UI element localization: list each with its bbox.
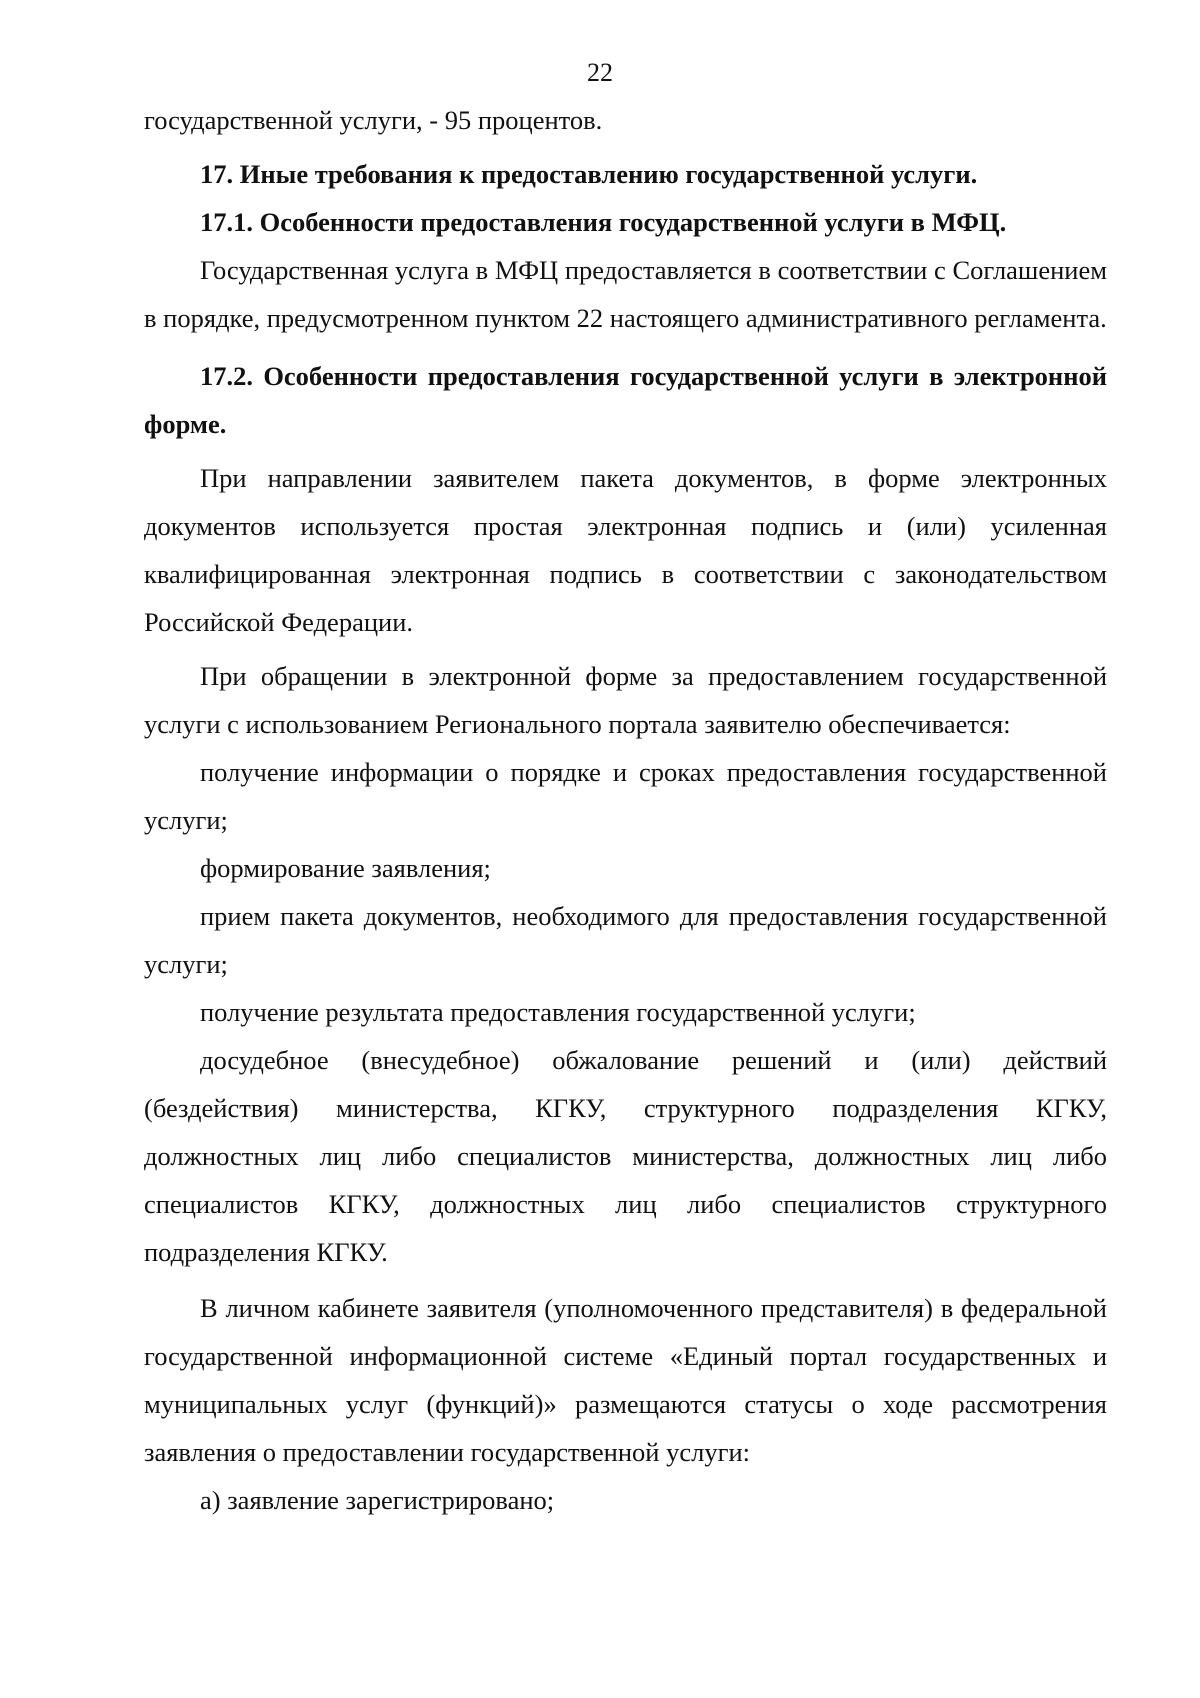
list-item-information: получение информации о порядке и сроках предоставления государственной услуги; [144, 757, 1107, 835]
section-heading-17-2: 17.2. Особенности предоставления государственной услуги в электронной форме. [144, 361, 1107, 439]
paragraph-personal-account: В личном кабинете заявителя (уполномоченного представителя) в федеральной государственной информационной системе «Единый портал государственных и муниципальных услуг (функций)» размещаются статусы о ходе рассмотрения заявления о предоставлении государственной услуги: [144, 1293, 1107, 1467]
paragraph-electronic-signature: При направлении заявителем пакета документов, в форме электронных документов используется простая электронная подпись и (или) усиленная квалифицированная электронная подпись в соответствии с законодательством Российской Федерации. [144, 463, 1107, 637]
status-item-registered: а) заявление зарегистрировано; [200, 1485, 555, 1515]
list-item-documents: прием пакета документов, необходимого для предоставления государственной услуги; [144, 901, 1107, 979]
paragraph-continuation: государственной услуги, - 95 процентов. [144, 105, 603, 135]
section-heading-17: 17. Иные требования к предоставлению государственной услуги. [200, 159, 978, 189]
list-item-appeal: досудебное (внесудебное) обжалование решений и (или) действий (бездействия) министерства, КГКУ, структурного подразделения КГКУ, должностных лиц либо специалистов министерства, должностных лиц либо специалистов КГКУ, должностных лиц либо специалистов структурного подразделения КГКУ. [144, 1045, 1107, 1267]
page-number: 22 [587, 58, 613, 87]
section-heading-17-1: 17.1. Особенности предоставления государственной услуги в МФЦ. [200, 207, 1007, 237]
list-item-application: формирование заявления; [200, 853, 491, 883]
document-body [144, 96, 1107, 1524]
paragraph-mfc-service: Государственная услуга в МФЦ предоставляется в соответствии с Соглашением в порядке, предусмотренном пунктом 22 настоящего административного регламента. [144, 255, 1107, 333]
list-item-result: получение результата предоставления государственной услуги; [200, 997, 916, 1027]
paragraph-regional-portal: При обращении в электронной форме за предоставлением государственной услуги с использованием Регионального портала заявителю обеспечивается: [144, 661, 1107, 739]
